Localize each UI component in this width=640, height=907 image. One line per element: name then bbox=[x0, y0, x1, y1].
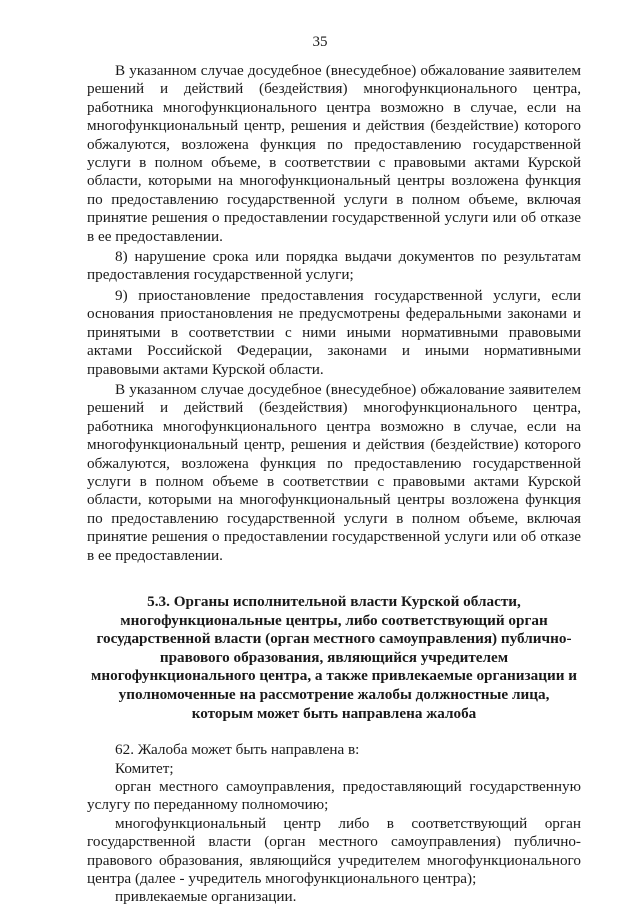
list-item-organizations: привлекаемые организации. bbox=[115, 888, 297, 906]
list-item-committee: Комитет; bbox=[115, 759, 174, 777]
paragraph-62: 62. Жалоба может быть направлена в: bbox=[115, 741, 360, 759]
list-item-mfc: многофункциональный центр либо в соответствующий орган государственной власти (орган местного самоуправления) публично-правового образования, являющийся учредителем многофункционального центра (далее - учредитель многофункционального центра); bbox=[87, 814, 581, 887]
paragraph-appeal-mfc-1: В указанном случае досудебное (внесудебное) обжалование заявителем решений и действий (бездействия) многофункционального центра, работника многофункционального центра возможно в случае, если на многофункциональный центр, решения и действия (бездействие) которого обжалуются, возложена функция по предоставлению государственной услуги в полном объеме, в соответствии с правовыми актами Курской области, которыми на многофункциональный центры возложена функция по предоставлению государственной услуги в полном объеме, включая принятие решения о предоставлении государственной услуги или об отказе в ее предоставлении. bbox=[87, 62, 581, 245]
document-body bbox=[87, 62, 581, 907]
section-heading-5-3: 5.3. Органы исполнительной власти Курской области, многофункциональные центры, либо соответствующий орган государственной власти (орган местного самоуправления) публично-правового образования, являющийся учредителем многофункционального центра, а также привлекаемые организации и уполномоченные на рассмотрение жалобы должностные лица, которым может быть направлена жалоба bbox=[91, 592, 577, 722]
paragraph-item-8: 8) нарушение срока или порядка выдачи документов по результатам предоставления государственной услуги; bbox=[87, 248, 581, 284]
page-number: 35 bbox=[312, 34, 328, 50]
paragraph-item-9: 9) приостановление предоставления государственной услуги, если основания приостановления не предусмотрены федеральными законами и принятыми в соответствии с ними иными нормативными правовыми актами Российской Федерации, законами и иными нормативными правовыми актами Курской области. bbox=[87, 286, 581, 378]
list-item-local-government: орган местного самоуправления, предоставляющий государственную услугу по переданному полномочию; bbox=[87, 777, 581, 814]
paragraph-appeal-mfc-2: В указанном случае досудебное (внесудебное) обжалование заявителем решений и действий (бездействия) многофункционального центра, работника многофункционального центра возможно в случае, если на многофункциональный центр, решения и действия (бездействие) которого обжалуются, возложена функция по предоставлению государственной услуги в полном объеме в соответствии с правовыми актами Курской области, которыми на многофункциональный центры возложена функция по предоставлению государственной услуги в полном объеме, включая принятие решения о предоставлении государственной услуги или об отказе в ее предоставлении. bbox=[87, 380, 581, 564]
